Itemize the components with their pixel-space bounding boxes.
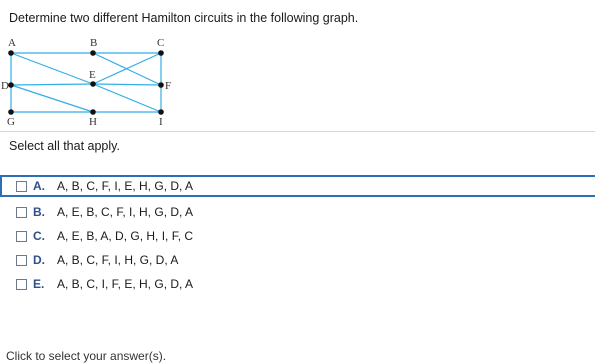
vertex-e bbox=[90, 81, 96, 87]
vertex-g bbox=[8, 109, 14, 115]
vertex-i bbox=[158, 109, 164, 115]
option-e[interactable] bbox=[0, 275, 595, 293]
label-f: F bbox=[165, 80, 172, 92]
edge-d-h bbox=[11, 85, 93, 112]
label-d: D bbox=[1, 80, 9, 92]
checkbox-d[interactable] bbox=[16, 255, 27, 266]
vertex-h bbox=[90, 109, 96, 115]
edge-e-i bbox=[93, 84, 161, 112]
option-text-e: A, B, C, I, F, E, H, G, D, A bbox=[57, 277, 194, 291]
edge-e-f bbox=[93, 84, 161, 85]
divider bbox=[0, 131, 595, 132]
option-a[interactable] bbox=[0, 175, 595, 197]
option-letter-e: E. bbox=[33, 277, 45, 291]
option-text-d: A, B, C, F, I, H, G, D, A bbox=[57, 253, 179, 267]
checkbox-e[interactable] bbox=[16, 279, 27, 290]
option-c[interactable] bbox=[0, 227, 595, 245]
option-letter-b: B. bbox=[33, 205, 45, 219]
label-g: G bbox=[7, 116, 15, 128]
option-text-a: A, B, C, F, I, E, H, G, D, A bbox=[57, 179, 194, 193]
vertex-a bbox=[8, 50, 14, 56]
footer-hint: Click to select your answer(s). bbox=[6, 349, 167, 363]
label-c: C bbox=[157, 37, 165, 49]
hamilton-graph bbox=[0, 34, 200, 128]
label-h: H bbox=[89, 116, 97, 128]
option-text-b: A, E, B, C, F, I, H, G, D, A bbox=[57, 205, 194, 219]
option-letter-a: A. bbox=[33, 179, 45, 193]
edge-d-e bbox=[11, 84, 93, 85]
checkbox-a[interactable] bbox=[16, 181, 27, 192]
vertex-b bbox=[90, 50, 96, 56]
checkbox-c[interactable] bbox=[16, 231, 27, 242]
question-text: Determine two different Hamilton circuits in the following graph. bbox=[9, 11, 359, 25]
instruction-text: Select all that apply. bbox=[9, 139, 120, 153]
label-b: B bbox=[90, 37, 98, 49]
edge-a-e bbox=[11, 53, 93, 84]
vertex-d bbox=[8, 82, 14, 88]
option-letter-d: D. bbox=[33, 253, 45, 267]
checkbox-b[interactable] bbox=[16, 207, 27, 218]
vertex-f bbox=[158, 82, 164, 88]
vertex-c bbox=[158, 50, 164, 56]
option-text-c: A, E, B, A, D, G, H, I, F, C bbox=[57, 229, 194, 243]
option-d[interactable] bbox=[0, 251, 595, 269]
label-a: A bbox=[8, 37, 16, 49]
label-i: I bbox=[159, 116, 163, 128]
option-b[interactable] bbox=[0, 203, 595, 221]
option-letter-c: C. bbox=[33, 229, 45, 243]
label-e: E bbox=[89, 69, 96, 81]
answer-options bbox=[0, 175, 595, 299]
